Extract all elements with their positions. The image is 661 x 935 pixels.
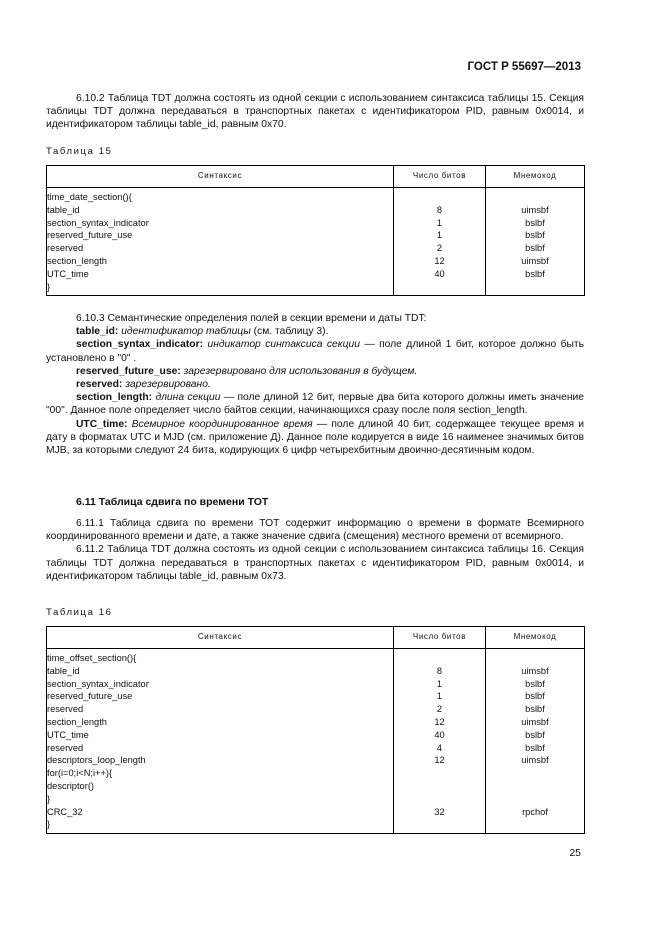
page-number: 25 [569,847,581,859]
definition-section-syntax-indicator: section_syntax_indicator: индикатор синтаксиса секции — поле длиной 1 бит, которое должно быть установлено в "0" . [46,339,584,364]
standard-header: ГОСТ Р 55697—2013 [467,61,581,73]
paragraph-6-11: 6.11.1 Таблица сдвига по времени ТОТ содержит информацию о времени в формате Всемирного координированного времени и дате, а также значение сдвига (смещения) местного времени от всемирного. 6.11.2 Таблица TDT должна состоять из одной секции с использованием синтаксиса таблицы 16. Секция таблицы TDT должна передаваться в транспортных пакетах с идентификатором PID, равным 0x0014, и идентификатором таблицы table_id, равным 0x73. [46,518,584,582]
table-row: section_syntax_indicator 1 bslbf [47,678,585,691]
table-row: descriptor() [47,780,585,793]
definition-reserved-future-use: reserved_future_use: зарезервировано для использования в будущем. [76,365,418,377]
table-row: time_date_section(){ [47,188,585,204]
table-row: reserved_future_use 1 bslbf [47,229,585,242]
table-row: section_syntax_indicator 1 bslbf [47,217,585,230]
definition-utc-time: UTC_time: Всемирное координированное время — поле длиной 40 бит, содержащее текущее время и дату в форматах UTC и MJD (см. приложение Д). Данное поле кодируется в виде 16 наименее значимых битов MJB, за которыми следуют 24 бита, кодирующих 6 цифр четырехбитным двоично-десятичным кодом. [46,418,584,457]
table-row: for(i=0;i<N;i++){ [47,767,585,780]
table-row: reserved 2 bslbf [47,703,585,716]
table-16-header-mnemonic: Мнемокод [486,627,585,649]
table-row: } [47,818,585,833]
table-row: UTC_time 40 bslbf [47,268,585,281]
paragraph-6-10-2: 6.10.2 Таблица TDT должна состоять из одной секции с использованием синтаксиса таблицы 15. Секция таблицы TDT должна передаваться в транспортных пакетах с идентификатором PID, равным 0x0014, и идентификатором таблицы table_id, равным 0x70. [46,93,584,131]
definition-section-length: section_length: длина секции — поле длиной 12 бит, первые два бита которого должны иметь значение "00". Данное поле определяет число байтов секции, начинающихся сразу после поля section_length. [46,392,584,417]
table-15-header-mnemonic: Мнемокод [486,166,585,188]
table-row: table_id 8 uimsbf [47,204,585,217]
table-row: table_id 8 uimsbf [47,665,585,678]
table-row: time_offset_section(){ [47,649,585,665]
table-row: section_length 12 uimsbf [47,255,585,268]
table-row: reserved 2 bslbf [47,242,585,255]
definition-reserved: reserved: зарезервировано. [76,379,211,391]
table-row: reserved 4 bslbf [47,742,585,755]
definition-table-id: table_id: идентификатор таблицы (см. таблицу 3). [76,326,329,338]
table-16-header-syntax: Синтаксис [47,627,394,649]
table-16-header-bits: Число битов [394,627,486,649]
table-16 [46,626,585,834]
table-row: section_length 12 uimsbf [47,716,585,729]
table-15-header-syntax: Синтаксис [47,166,394,188]
section-6-11-title: 6.11 Таблица сдвига по времени ТОТ [76,496,269,508]
table-row: UTC_time 40 bslbf [47,729,585,742]
table-row: CRC_32 32 rpchof [47,806,585,819]
table-row: reserved_future_use 1 bslbf [47,690,585,703]
paragraph-6-10-3: 6.10.3 Семантические определения полей в секции времени и даты TDT: table_id: идентификатор таблицы (см. таблицу 3). section_syntax_indicator: индикатор синтаксиса секции — поле длиной 1 бит, которое должно быть установлено в "0" . reserved_future_use: зарезервировано для использования в будущем. reserved: зарезервировано. section_length: длина секции — поле длиной 12 бит, первые два бита которого должны иметь значение "00". Данное поле определяет число байтов секции, начинающихся сразу после поля section_length. UTC_time: Всемирное координированное время — поле длиной 40 бит, содержащее текущее время и дату в форматах UTC и MJD (см. приложение Д). Данное поле кодируется в виде 16 наименее значимых битов MJB, за которыми следуют 24 бита, кодирующих 6 цифр четырехбитным двоично-десятичным кодом. [46,313,584,457]
table-16-caption: Таблица 16 [46,607,113,618]
table-row: } [47,281,585,296]
table-15-header-bits: Число битов [394,166,486,188]
table-15 [46,165,585,296]
table-row: } [47,793,585,806]
table-15-caption: Таблица 15 [46,146,113,157]
table-row: descriptors_loop_length 12 uimsbf [47,754,585,767]
